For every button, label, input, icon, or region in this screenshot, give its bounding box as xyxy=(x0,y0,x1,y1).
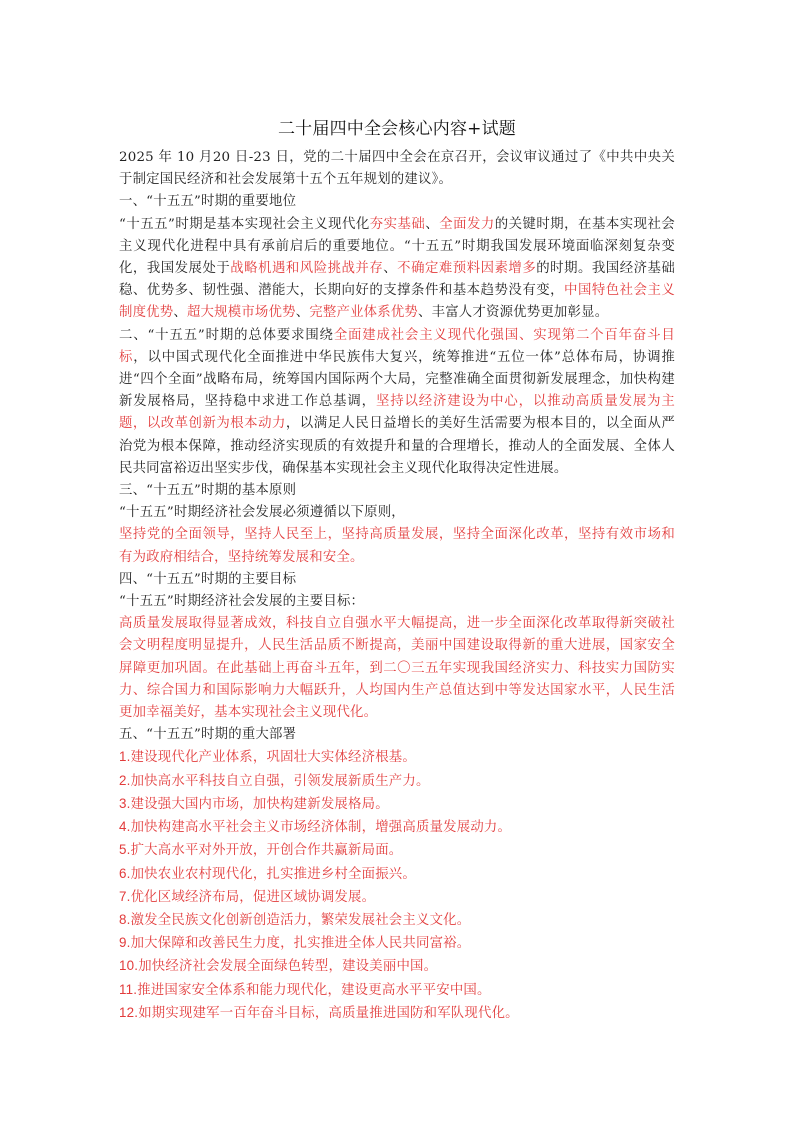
section-paragraph xyxy=(119,325,675,480)
body-text: 、 xyxy=(383,261,398,277)
body-text: ，以中国式现代化全面推进中华民族伟大复兴，统筹推进“五位一体”总体布局，协调推进“四个全面”战略布局，统筹国内国际两个大局，完整准确全面贯彻新发展理念，加快构建新发展格局，坚持稳中求进工作总基调， xyxy=(119,349,675,410)
highlight-text: 高质量发展取得显著成效，科技自立自强水平大幅提高，进一步全面深化改革取得新突破社会文明程度明显提升，人民生活品质不断提高，美丽中国建设取得新的重大进展，国家安全屏障更加巩固。在此基础上再奋斗五年，到二〇三五年实现我国经济实力、科技实力国防实力、综合国力和国际影响力大幅跃升，人均国内生产总值达到中等发达国家水平，人民生活更加幸福美好，基本实现社会主义现代化。 xyxy=(119,616,675,721)
highlight-text: 战略机遇和风险挑战并存 xyxy=(230,261,384,277)
body-text: 、丰富人才资源优势更加彰显。 xyxy=(418,305,609,321)
deployment-item xyxy=(119,839,675,862)
section-heading: 四、“十五五”时期的主要目标 xyxy=(119,571,297,587)
document-body xyxy=(119,117,675,1025)
deployment-text: 优化区域经济布局，促进区域协调发展。 xyxy=(130,889,376,905)
body-text: “十五五”时期是基本实现社会主义现代化 xyxy=(119,216,370,232)
body-text: “十五五”时期经济社会发展必须遵循以下原则， xyxy=(119,505,405,521)
deployment-number: 3. xyxy=(119,795,131,811)
highlight-text: 全面建成社会主义现代化强国、实现第二个百年奋斗目标 xyxy=(119,327,675,365)
deployment-item xyxy=(119,932,675,955)
body-text: 的时期。我国经济基础稳、优势多、韧性强、潜能大，长期向好的支撑条件和基本趋势没有变， xyxy=(119,261,676,299)
deployment-text: 加快经济社会发展全面绿色转型，建设美丽中国。 xyxy=(138,959,438,975)
deployment-text: 推进国家安全体系和能力现代化，建设更高水平平安中国。 xyxy=(137,982,491,998)
deployment-item xyxy=(119,793,675,816)
deployment-text: 加快高水平科技自立自强，引领发展新质生产力。 xyxy=(130,773,430,789)
section-paragraph xyxy=(119,502,675,524)
deployment-number: 12. xyxy=(119,1004,139,1020)
intro-paragraph: 2025 年 10 月20 日-23 日，党的二十届四中全会在京召开，会议审议通过了《中共中央关于制定国民经济和社会发展第十五个五年规划的建议》。 xyxy=(119,150,675,188)
deployment-item xyxy=(119,770,675,793)
document-title: 二十届四中全会核心内容+试题 xyxy=(277,119,517,139)
deployment-item xyxy=(119,863,675,886)
section-paragraph xyxy=(119,613,675,724)
section-paragraph xyxy=(119,214,675,325)
highlight-text: 不确定难预料因素增多 xyxy=(397,261,537,277)
deployment-item xyxy=(119,955,675,978)
section-heading: 一、“十五五”时期的重要地位 xyxy=(119,194,297,210)
highlight-text: 全面发力 xyxy=(439,216,495,232)
deployment-number: 6. xyxy=(119,865,131,881)
sections-container xyxy=(119,191,675,724)
deployment-number: 7. xyxy=(119,888,131,904)
body-text: ，以满足人民日益增长的美好生活需要为根本目的，以全面从严治党为根本保障，推动经济实现质的有效提升和量的合理增长，推动人的全面发展、全体人民共同富裕迈出坚实步伐，确保基本实现社会主义现代化取得决定性进展。 xyxy=(119,416,675,476)
section-paragraph xyxy=(119,524,675,568)
body-text: 、 xyxy=(173,305,187,321)
highlight-text: 中国特色社会主义制度优势 xyxy=(119,283,675,321)
deployment-number: 10. xyxy=(119,958,139,974)
deployment-number: 1. xyxy=(119,749,131,765)
deployment-item xyxy=(119,909,675,932)
body-text: 、 xyxy=(425,216,440,232)
deployment-number: 2. xyxy=(119,772,131,788)
deployment-number: 8. xyxy=(119,911,131,927)
section-paragraph xyxy=(119,591,675,613)
body-text: 的关键时期，在基本实现社会主义现代化进程中具有承前启后的重要地位。“十五五”时期我国发展环境面临深刻复杂变化，我国发展处于 xyxy=(119,216,675,277)
body-text: 二、“十五五”时期的总体要求围绕 xyxy=(119,327,334,343)
highlight-text: 夯实基础 xyxy=(369,216,426,232)
deployment-item xyxy=(119,816,675,839)
deployment-number: 11. xyxy=(119,981,138,997)
deployment-text: 加快构建高水平社会主义市场经济体制，增强高质量发展动力。 xyxy=(130,820,512,836)
deployment-item xyxy=(119,746,675,769)
deployment-text: 加大保障和改善民生力度，扎实推进全体人民共同富裕。 xyxy=(130,936,471,952)
deployment-number: 5. xyxy=(119,842,131,858)
deployment-number: 4. xyxy=(119,819,131,835)
highlight-text: 超大规模市场优势 xyxy=(186,305,296,321)
section-heading: 三、“十五五”时期的基本原则 xyxy=(119,483,297,499)
deployment-text: 加快农业农村现代化，扎实推进乡村全面振兴。 xyxy=(130,866,416,882)
deployment-number: 9. xyxy=(119,935,131,951)
section-heading-deployments: 五、“十五五”时期的重大部署 xyxy=(119,727,297,743)
deployment-item xyxy=(119,1002,675,1025)
highlight-text: 完整产业体系优势 xyxy=(309,305,419,321)
deployment-item xyxy=(119,886,675,909)
deployment-text: 建设现代化产业体系，巩固壮大实体经济根基。 xyxy=(130,750,416,766)
body-text: 、 xyxy=(295,305,310,321)
highlight-text: 坚持以经济建设为中心，以推动高质量发展为主题，以改革创新为根本动力 xyxy=(119,394,675,432)
deployment-text: 如期实现建军一百年奋斗目标，高质量推进国防和军队现代化。 xyxy=(138,1005,519,1021)
deployment-text: 激发全民族文化创新创造活力，繁荣发展社会主义文化。 xyxy=(130,912,471,928)
body-text: “十五五”时期经济社会发展的主要目标： xyxy=(119,594,365,610)
deployment-list xyxy=(119,746,675,1024)
deployment-item xyxy=(119,979,675,1002)
highlight-text: 坚持党的全面领导，坚持人民至上，坚持高质量发展，坚持全面深化改革，坚持有效市场和有为政府相结合，坚持统筹发展和安全。 xyxy=(119,527,675,565)
deployment-text: 建设强大国内市场，加快构建新发展格局。 xyxy=(130,796,389,812)
deployment-text: 扩大高水平对外开放，开创合作共赢新局面。 xyxy=(130,843,403,859)
